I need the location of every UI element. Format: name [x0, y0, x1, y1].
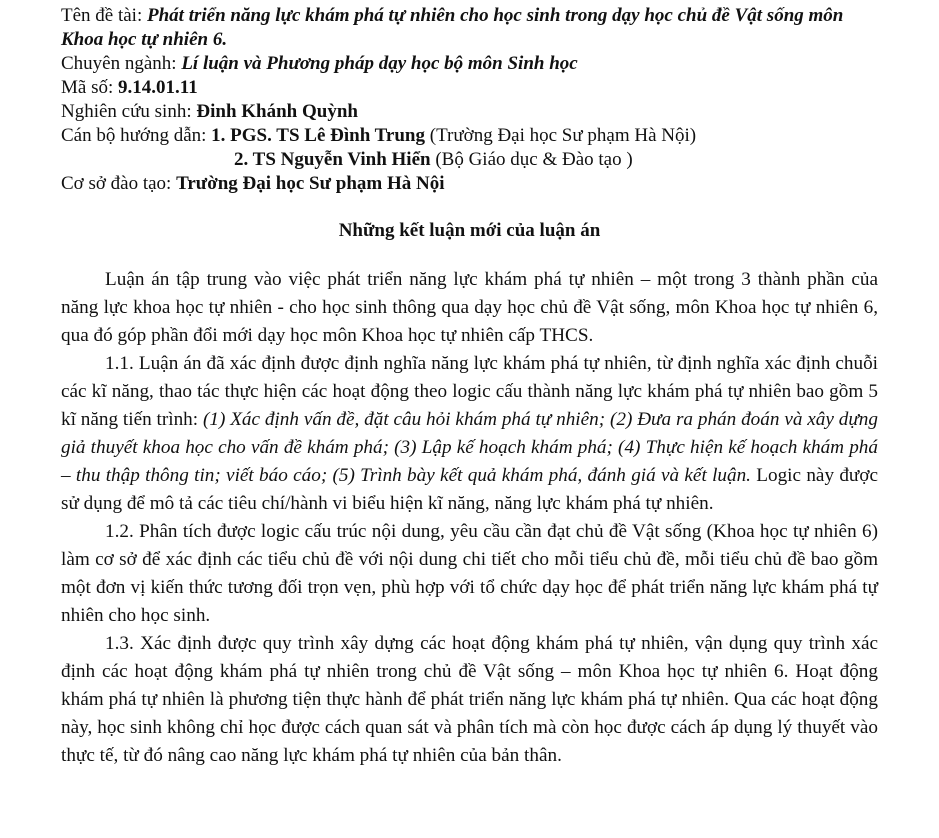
student-line — [61, 100, 881, 124]
supervisor-2-name: 2. TS Nguyễn Vinh Hiển — [234, 149, 431, 170]
paragraph-intro: Luận án tập trung vào việc phát triển năng lực khám phá tự nhiên – một trong 3 thành phần của năng lực khoa học tự nhiên - cho học sinh thông qua dạy học chủ đề Vật sống, môn Khoa học tự nhiên 6, qua đó góp phần đổi mới dạy học môn Khoa học tự nhiên cấp THCS. — [61, 269, 878, 346]
paragraph-1-1 — [61, 350, 878, 518]
paragraph-1-2: 1.2. Phân tích được logic cấu trúc nội dung, yêu cầu cần đạt chủ đề Vật sống (Khoa học tự nhiên 6) làm cơ sở để xác định các tiểu chủ đề với nội dung chi tiết cho mỗi tiểu chủ đề, mỗi tiểu chủ đề bao gồm một đơn vị kiến thức tương đối trọn vẹn, phù hợp với tổ chức dạy học để phát triển năng lực khám phá tự nhiên cho học sinh. — [61, 521, 878, 626]
supervisor-label: Cán bộ hướng dẫn: — [61, 125, 212, 146]
thesis-title-label: Tên đề tài: — [61, 5, 147, 26]
section-heading: Những kết luận mới của luận án — [338, 220, 601, 241]
institution-line — [61, 172, 881, 196]
thesis-info — [61, 4, 881, 196]
major-line — [61, 52, 881, 76]
paragraph-1-3: 1.3. Xác định được quy trình xây dựng các hoạt động khám phá tự nhiên, vận dụng quy trình xác định các hoạt động khám phá tự nhiên trong chủ đề Vật sống – môn Khoa học tự nhiên 6. Hoạt động khám phá tự nhiên là phương tiện thực hành để phát triển năng lực khám phá tự nhiên. Qua các hoạt động này, học sinh không chỉ học được cách quan sát và phân tích mà còn học được cách áp dụng lý thuyết vào thực tế, từ đó nâng cao năng lực khám phá tự nhiên của bản thân. — [61, 633, 878, 766]
student-name: Đinh Khánh Quỳnh — [196, 101, 358, 122]
institution-value: Trường Đại học Sư phạm Hà Nội — [176, 173, 445, 194]
paragraph-1-1-end: Logic này được sử dụng để mô tả các tiêu chí/hành vi biểu hiện kĩ năng, năng lực khám phá tự nhiên. — [61, 465, 878, 514]
supervisor-1-affiliation: (Trường Đại học Sư phạm Hà Nội) — [425, 125, 697, 146]
document-body — [61, 266, 878, 770]
thesis-title-line — [61, 4, 881, 52]
supervisor-1-name: 1. PGS. TS Lê Đình Trung — [211, 125, 425, 146]
code-line — [61, 76, 881, 100]
supervisor-line-2 — [61, 148, 881, 172]
paragraph-1-1-start: 1.1. Luận án đã xác định được định nghĩa năng lực khám phá tự nhiên, từ định nghĩa xác định chuỗi các kĩ năng, thao tác thực hiện các hoạt động theo logic cấu thành năng lực khám phá tự nhiên bao gồm 5 kĩ năng tiến trình: — [61, 353, 878, 430]
thesis-title: Phát triển năng lực khám phá tự nhiên cho học sinh trong dạy học chủ đề Vật sống môn Khoa học tự nhiên 6. — [61, 5, 844, 50]
major-label: Chuyên ngành: — [61, 53, 182, 74]
student-label: Nghiên cứu sinh: — [61, 101, 197, 122]
major-value: Lí luận và Phương pháp dạy học bộ môn Sinh học — [181, 53, 578, 74]
paragraph-1-1-skills: (1) Xác định vấn đề, đặt câu hỏi khám phá tự nhiên; (2) Đưa ra phán đoán và xây dựng giả thuyết khoa học cho vấn đề khám phá; (3) Lập kế hoạch khám phá; (4) Thực hiện kế hoạch khám phá – thu thập thông tin; viết báo cáo; (5) Trình bày kết quả khám phá, đánh giá và kết luận. — [61, 409, 878, 486]
supervisor-2-affiliation: (Bộ Giáo dục & Đào tạo ) — [430, 149, 633, 170]
institution-label: Cơ sở đào tạo: — [61, 173, 177, 194]
supervisor-line-1 — [61, 124, 881, 148]
code-label: Mã số: — [61, 77, 118, 98]
code-value: 9.14.01.11 — [118, 77, 198, 98]
